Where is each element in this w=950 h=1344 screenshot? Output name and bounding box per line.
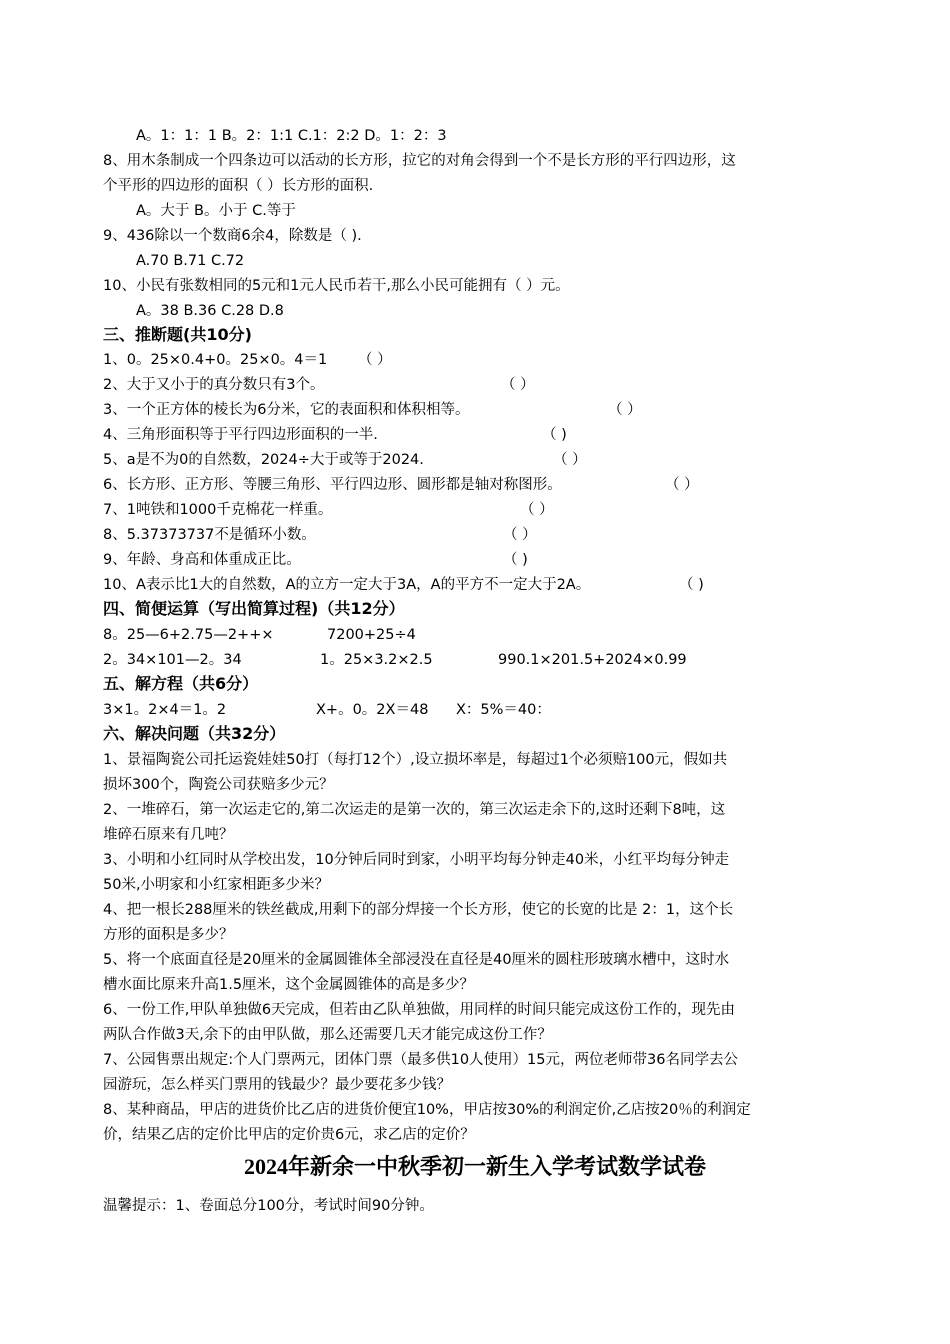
- section4-heading: 四、简便运算（写出简算过程)（共12分）: [103, 599, 405, 618]
- problem-line: 槽水面比原来升高1.5厘米，这个金属圆锥体的高是多少？: [103, 977, 475, 993]
- problem-line: 两队合作做3天,余下的由甲队做，那么还需要几天才能完成这份工作？: [103, 1027, 552, 1043]
- q8-line2: 个平形的四边形的面积（ ）长方形的面积.: [103, 178, 374, 194]
- calc-row-1: [103, 625, 416, 645]
- problem-line: 价，结果乙店的定价比甲店的定价贵6元，求乙店的定价？: [103, 1127, 475, 1143]
- judge-item-text: 1、0。25×0.4+0。25×0。4＝1: [103, 352, 328, 368]
- calc-row-2: [103, 650, 687, 670]
- judge-item-text: 6、长方形、正方形、等腰三角形、平行四边形、圆形都是轴对称图形。: [103, 477, 562, 493]
- equation: X+。0。2X＝48: [316, 702, 429, 718]
- problem-line: 4、把一根长288厘米的铁丝截成,用剩下的部分焊接一个长方形，使它的长宽的比是 2：1，这个长: [103, 902, 734, 918]
- calc-expr: 8。25—6+2.75—2++×: [103, 627, 274, 643]
- q9-stem: 9、436除以一个数商6余4，除数是（ ).: [103, 228, 362, 244]
- judge-item-text: 2、大于又小于的真分数只有3个。: [103, 377, 325, 393]
- section5-heading: 五、解方程（共6分）: [103, 674, 259, 693]
- q8-options: A。大于 B。小于 C.等于: [136, 203, 296, 219]
- judge-item-9: [103, 550, 528, 570]
- judge-item-text: 10、A表示比1大的自然数，A的立方一定大于3A，A的平方不一定大于2A。: [103, 577, 591, 593]
- problem-line: 损坏300个，陶瓷公司获赔多少元？: [103, 777, 334, 793]
- judge-item-8: [103, 525, 537, 545]
- judge-item-4: [103, 425, 567, 445]
- equation-row: [103, 700, 551, 720]
- answer-paren: （ ）: [520, 502, 554, 518]
- judge-item-text: 4、三角形面积等于平行四边形面积的一半.: [103, 427, 378, 443]
- judge-item-text: 5、a是不为0的自然数，2024÷大于或等于2024.: [103, 452, 424, 468]
- problem-line: 2、一堆碎石，第一次运走它的,第二次运走的是第一次的，第三次运走余下的,这时还剩下8吨，这: [103, 802, 726, 818]
- judge-item-text: 9、年龄、身高和体重成正比。: [103, 552, 301, 568]
- calc-expr: 1。25×3.2×2.5: [320, 652, 433, 668]
- q9-options: A.70 B.71 C.72: [136, 253, 245, 269]
- section3-heading: 三、推断题(共10分): [103, 325, 252, 344]
- judge-item-3: [103, 400, 642, 420]
- judge-item-6: [103, 475, 699, 495]
- judge-item-2: [103, 375, 535, 395]
- problem-line: 7、公园售票出规定:个人门票两元，团体门票（最多供10人使用）15元，两位老师带36名同学去公: [103, 1052, 738, 1068]
- problem-line: 方形的面积是多少？: [103, 927, 234, 943]
- answer-paren: （ ）: [608, 402, 642, 418]
- answer-paren: （ ): [542, 427, 567, 443]
- problem-line: 堆碎石原来有几吨？: [103, 827, 234, 843]
- judge-item-10: [103, 575, 704, 595]
- problem-line: 8、某种商品，甲店的进货价比乙店的进货价便宜10%，甲店按30%的利润定价,乙店按20％的利润定: [103, 1102, 751, 1118]
- answer-paren: （ ）: [503, 527, 537, 543]
- problem-line: 3、小明和小红同时从学校出发，10分钟后同时到家，小明平均每分钟走40米，小红平均每分钟走: [103, 852, 730, 868]
- equation: X：5%＝40：: [456, 702, 551, 718]
- section6-heading: 六、解决问题（共32分）: [103, 724, 286, 743]
- judge-item-text: 3、一个正方体的棱长为6分米，它的表面积和体积相等。: [103, 402, 470, 418]
- q8-line1: 8、用木条制成一个四条边可以活动的长方形，拉它的对角会得到一个不是长方形的平行四边形，这: [103, 153, 736, 169]
- problem-line: 园游玩，怎么样买门票用的钱最少？最少要花多少钱？: [103, 1077, 451, 1093]
- calc-expr: 2。34×101—2。34: [103, 652, 242, 668]
- q7-options: A。1：1：1 B。2：1:1 C.1：2:2 D。1：2：3: [136, 128, 447, 144]
- answer-paren: （ ）: [553, 452, 587, 468]
- answer-paren: （ ）: [358, 352, 392, 368]
- judge-item-text: 7、1吨铁和1000千克棉花一样重。: [103, 502, 333, 518]
- calc-expr: 7200+25÷4: [327, 627, 416, 643]
- answer-paren: （ ): [503, 552, 528, 568]
- judge-item-1: [103, 350, 392, 370]
- q10-stem: 10、小民有张数相同的5元和1元人民币若干,那么小民可能拥有（ ）元。: [103, 278, 570, 294]
- judge-item-5: [103, 450, 587, 470]
- judge-item-7: [103, 500, 554, 520]
- calc-expr: 990.1×201.5+2024×0.99: [498, 652, 687, 668]
- problem-line: 1、景福陶瓷公司托运瓷娃娃50打（每打12个）,设立损坏率是，每超过1个必须赔100元，假如共: [103, 752, 728, 768]
- exam-title: 2024年新余一中秋季初一新生入学考试数学试卷: [243, 1154, 706, 1179]
- q10-options: A。38 B.36 C.28 D.8: [136, 303, 284, 319]
- equation: 3×1。2×4＝1。2: [103, 702, 227, 718]
- problem-line: 50米,小明家和小红家相距多少米？: [103, 877, 330, 893]
- judge-item-text: 8、5.37373737不是循环小数。: [103, 527, 316, 543]
- problem-line: 6、一份工作,甲队单独做6天完成，但若由乙队单独做，用同样的时间只能完成这份工作的，现先由: [103, 1002, 736, 1018]
- exam-tip: 温馨提示：1、卷面总分100分，考试时间90分钟。: [103, 1198, 434, 1214]
- answer-paren: （ ): [679, 577, 704, 593]
- problem-line: 5、将一个底面直径是20厘米的金属圆锥体全部浸没在直径是40厘米的圆柱形玻璃水槽中，这时水: [103, 952, 730, 968]
- answer-paren: （ ）: [501, 377, 535, 393]
- answer-paren: （ ）: [665, 477, 699, 493]
